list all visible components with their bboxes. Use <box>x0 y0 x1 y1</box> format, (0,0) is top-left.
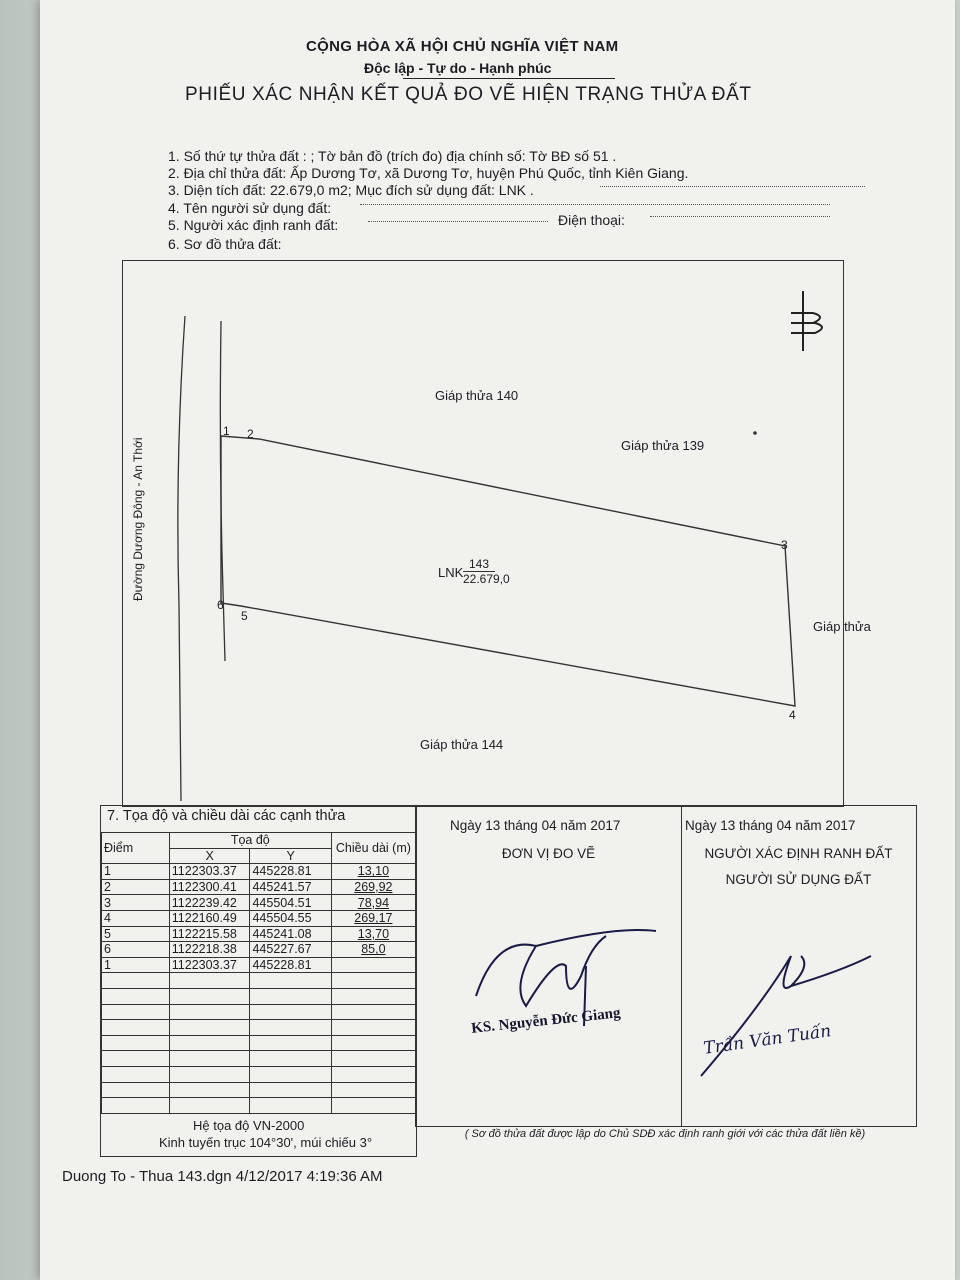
cell-y <box>250 973 331 989</box>
meridian-info: Kinh tuyến trục 104°30', múi chiếu 3° <box>159 1135 373 1150</box>
cell-y <box>250 1004 331 1020</box>
field-parcel-number: 1. Số thứ tự thửa đất : ; Tờ bản đồ (trích đo) địa chính số: Tờ BĐ số 51 . <box>168 148 617 164</box>
cell-point: 2 <box>102 879 170 895</box>
cell-y: 445241.57 <box>250 879 331 895</box>
field-address: 2. Địa chỉ thửa đất: Ấp Dương Tơ, xã Dương Tơ, huyện Phú Quốc, tỉnh Kiên Giang. <box>168 165 689 181</box>
neighbor-139: Giáp thửa 139 <box>621 438 705 453</box>
table-row <box>102 1004 416 1020</box>
cell-x <box>169 1020 250 1036</box>
cell-length <box>331 1098 415 1114</box>
cell-y: 445504.55 <box>250 910 331 926</box>
cell-x: 1122300.41 <box>169 879 250 895</box>
north-arrow-icon <box>791 291 822 351</box>
cell-y <box>250 1098 331 1114</box>
cell-length <box>331 988 415 1004</box>
owner-column <box>681 806 916 1126</box>
signature-area <box>415 805 917 1127</box>
coordinate-system: Hệ tọa độ VN-2000 <box>193 1118 305 1133</box>
cell-x <box>169 973 250 989</box>
neighbor-144: Giáp thửa 144 <box>420 737 504 752</box>
cell-length: 85,0 <box>331 942 415 958</box>
surveyor-signature-icon <box>416 806 681 1126</box>
cell-x <box>169 1051 250 1067</box>
cell-y <box>250 1020 331 1036</box>
cell-length <box>331 1082 415 1098</box>
cell-y <box>250 988 331 1004</box>
table-row <box>102 957 416 973</box>
coordinate-section <box>100 805 417 1157</box>
neighbor-east: Giáp thửa <box>813 619 871 634</box>
motto-underline <box>403 78 615 79</box>
cell-point <box>102 973 170 989</box>
coordinate-table <box>101 832 416 1114</box>
cell-length <box>331 1066 415 1082</box>
parcel-use: LNK <box>438 565 464 580</box>
surveyor-column <box>416 806 682 1126</box>
field-sketch-label: 6. Sơ đồ thửa đất: <box>168 236 282 252</box>
cell-length: 269,17 <box>331 910 415 926</box>
cell-x <box>169 1066 250 1082</box>
header-y: Y <box>250 848 331 864</box>
table-row <box>102 879 416 895</box>
table-row <box>102 1066 416 1082</box>
vertex-label: 4 <box>789 708 796 722</box>
cell-x: 1122303.37 <box>169 864 250 880</box>
cell-length: 13,10 <box>331 864 415 880</box>
cell-y <box>250 1082 331 1098</box>
cell-y <box>250 1066 331 1082</box>
cell-point: 5 <box>102 926 170 942</box>
cell-point <box>102 1066 170 1082</box>
header-x: X <box>169 848 250 864</box>
cell-y: 445227.67 <box>250 942 331 958</box>
parcel-number: 143 <box>463 557 495 572</box>
table-row <box>102 942 416 958</box>
table-row <box>102 1098 416 1114</box>
cell-x: 1122160.49 <box>169 910 250 926</box>
cell-y <box>250 1051 331 1067</box>
cell-y: 445504.51 <box>250 895 331 911</box>
dotted-line <box>360 204 830 205</box>
cell-length: 13,70 <box>331 926 415 942</box>
cell-point: 1 <box>102 957 170 973</box>
dotted-line <box>650 216 830 217</box>
cell-point <box>102 1004 170 1020</box>
table-row <box>102 1035 416 1051</box>
header-point: Điểm <box>102 833 170 864</box>
vertex-label: 3 <box>781 538 788 552</box>
cell-point: 4 <box>102 910 170 926</box>
cell-x: 1122215.58 <box>169 926 250 942</box>
cell-point <box>102 1098 170 1114</box>
field-area: 3. Diện tích đất: 22.679,0 m2; Mục đích sử dụng đất: LNK . <box>168 182 534 198</box>
cell-y: 445228.81 <box>250 864 331 880</box>
parcel-boundary <box>221 436 795 706</box>
vertex-label: 5 <box>241 609 248 623</box>
cell-length <box>331 1020 415 1036</box>
cell-x: 1122218.38 <box>169 942 250 958</box>
cell-x <box>169 1035 250 1051</box>
cell-point: 1 <box>102 864 170 880</box>
cell-point <box>102 988 170 1004</box>
owner-name: Trần Văn Tuấn <box>702 1021 833 1059</box>
cell-length: 269,92 <box>331 879 415 895</box>
cell-length <box>331 1051 415 1067</box>
table-row <box>102 973 416 989</box>
table-row <box>102 988 416 1004</box>
cell-y <box>250 1035 331 1051</box>
cell-x: 1122239.42 <box>169 895 250 911</box>
boundary-person-role: NGƯỜI XÁC ĐỊNH RANH ĐẤT <box>704 846 893 861</box>
road-label: Đường Dương Đông - An Thới <box>131 437 145 601</box>
neighbor-140: Giáp thửa 140 <box>435 388 519 403</box>
cell-x <box>169 1098 250 1114</box>
cell-x <box>169 1082 250 1098</box>
surveyor-date: Ngày 13 tháng 04 năm 2017 <box>450 818 621 833</box>
document-title: PHIẾU XÁC NHẬN KẾT QUẢ ĐO VẼ HIỆN TRẠNG THỬA ĐẤT <box>185 84 752 105</box>
section-title: 7. Tọa độ và chiều dài các cạnh thửa <box>107 808 346 824</box>
motto: Độc lập - Tự do - Hạnh phúc <box>364 60 552 76</box>
cell-x: 1122303.37 <box>169 957 250 973</box>
cell-point <box>102 1082 170 1098</box>
cell-point: 3 <box>102 895 170 911</box>
vertex-label: 6 <box>217 598 224 612</box>
field-owner: 4. Tên người sử dụng đất: <box>168 200 332 216</box>
table-row <box>102 1020 416 1036</box>
table-row <box>102 1082 416 1098</box>
table-row <box>102 895 416 911</box>
cell-length: 78,94 <box>331 895 415 911</box>
cell-length <box>331 1035 415 1051</box>
dotted-line <box>600 186 865 187</box>
cell-x <box>169 988 250 1004</box>
dotted-line <box>368 221 548 222</box>
owner-date: Ngày 13 tháng 04 năm 2017 <box>685 818 856 833</box>
parcel-sketch <box>122 260 871 807</box>
cell-x <box>169 1004 250 1020</box>
field-phone-label: Điện thoại: <box>558 212 625 228</box>
cell-length <box>331 957 415 973</box>
cell-length <box>331 1004 415 1020</box>
file-footer: Duong To - Thua 143.dgn 4/12/2017 4:19:36 AM <box>62 1168 383 1185</box>
table-row <box>102 910 416 926</box>
cell-y: 445228.81 <box>250 957 331 973</box>
table-row <box>102 864 416 880</box>
survey-dot <box>753 431 757 435</box>
owner-role: NGƯỜI SỬ DỤNG ĐẤT <box>725 872 872 887</box>
vertex-label: 2 <box>247 427 254 441</box>
vertex-label: 1 <box>223 424 230 438</box>
note: ( Sơ đồ thửa đất được lập do Chủ SDĐ xác định ranh giới với các thửa đất liền kề) <box>464 1128 866 1140</box>
cell-point <box>102 1051 170 1067</box>
cell-y: 445241.08 <box>250 926 331 942</box>
cell-point <box>102 1020 170 1036</box>
table-row <box>102 926 416 942</box>
parcel-area: 22.679,0 <box>463 572 510 586</box>
parcel-drawing <box>123 261 843 806</box>
road-edge <box>178 316 185 801</box>
cell-length <box>331 973 415 989</box>
surveyor-role: ĐƠN VỊ ĐO VẼ <box>501 846 596 861</box>
field-boundary-person: 5. Người xác định ranh đất: <box>168 217 339 233</box>
table-row <box>102 1051 416 1067</box>
header-length: Chiều dài (m) <box>331 833 415 864</box>
owner-signature-icon <box>681 806 916 1126</box>
nation-header: CỘNG HÒA XÃ HỘI CHỦ NGHĨA VIỆT NAM <box>306 38 619 55</box>
cell-point: 6 <box>102 942 170 958</box>
surveyor-name: KS. Nguyễn Đức Giang <box>470 1005 622 1037</box>
header-coord: Tọa độ <box>169 833 331 849</box>
cell-point <box>102 1035 170 1051</box>
